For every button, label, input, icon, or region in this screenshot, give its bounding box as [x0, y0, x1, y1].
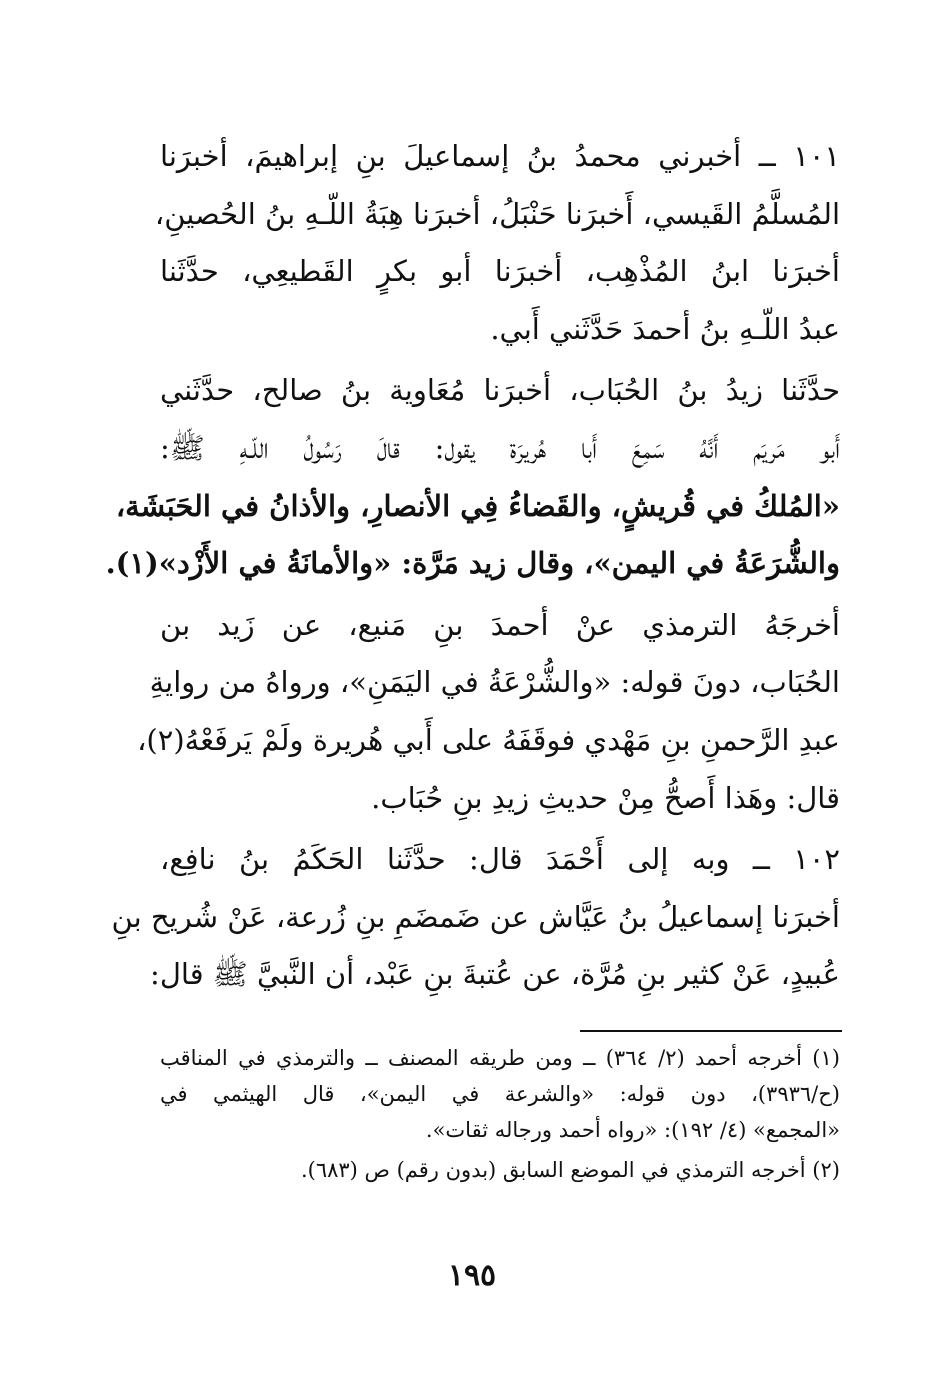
takhrij-line-3: عبدِ الرَّحمنِ بنِ مَهْدي فوقَفَهُ على أَبي هُريرة ولَمْ يَرفَعْهُ(٢)، [137, 722, 840, 757]
hadith-101-line-4: عبدُ اللّـهِ بنُ أحمدَ حَدَّثَني أَبي. [490, 311, 840, 346]
takhrij-line-2: الحُبَاب، دونَ قوله: «والشُّرْعَةُ في اليَمَنِ»، ورواهُ من روايةِ [149, 665, 840, 700]
main-text [105, 128, 840, 1004]
footnote-1-line-1: (١) أخرجه أحمد (٢/ ٣٦٤) ــ ومن طريقه المصنف ــ والترمذي في المناقب [160, 1046, 840, 1070]
takhrij-line-4: قال: وهَذا أَصحُّ مِنْ حديثِ زيدِ بنِ حُبَاب. [371, 780, 840, 815]
hadith-102-line-3: عُبيدٍ، عَنْ كثير بنِ مُرَّة، عن عُتبةَ بنِ عَبْد، أن النَّبيَّ ﷺ قال: [150, 957, 840, 992]
footnote-1-line-3: «المجمع» (٤/ ١٩٢): «رواه أحمد ورجاله ثقات». [425, 1118, 840, 1142]
hadith-101-line-2: المُسلَّمُ القَيسي، أَخبرَنا حَنْبَلُ، أخبرَنا هِبَةُ اللّـهِ بنُ الحُصينِ، [154, 196, 840, 231]
hadith-text-line-2: أَبو مَريَم أَنَّهُ سَمِعَ أَبا هُريرَة يقول: قالَ رَسُولُ اللّـهِ ﷺ: [160, 430, 840, 465]
footnote-divider [580, 1030, 842, 1032]
hadith-101-line-3: أخبرَنا ابنُ المُذْهِب، أخبرَنا أبو بكرٍ القَطيعِي، حدَّثَنا [160, 254, 840, 289]
footnotes [160, 1040, 840, 1188]
footnote-1-line-2: (ح/٣٩٣٦)، دون قوله: «والشرعة في اليمن»، قال الهيثمي في [160, 1082, 840, 1106]
hadith-text-line-4: والشُّرَعَةُ في اليمن»، وقال زيد مَرَّة: «والأمانَةُ في الأَزْد»(١). [105, 546, 840, 581]
takhrij-line-1: أخرجَهُ الترمذي عنْ أحمدَ بنِ مَنيع، عن زَيد بن [160, 607, 840, 642]
hadith-101-line-1: ١٠١ ــ أخبرني محمدُ بنُ إسماعيلَ بنِ إبراهيمَ، أخبرَنا [160, 139, 840, 173]
hadith-102-line-2: أخبرَنا إسماعيلُ بنُ عَيَّاش عن ضَمضَمِ بنِ زُرعة، عَنْ شُريح بنِ [111, 899, 840, 934]
footnote-2: (٢) أخرجه الترمذي في الموضع السابق (بدون رقم) ص (٦٨٣). [300, 1158, 840, 1182]
hadith-text-line-1: حدَّثَنا زيدُ بنُ الحُبَاب، أخبرَنا مُعَاوية بنُ صالح، حدَّثَني [160, 373, 840, 408]
hadith-102-line-1: ١٠٢ ــ وبه إلى أَحْمَدَ قال: حدَّثَنا الحَكَمُ بنُ نافِع، [160, 842, 840, 877]
page-number: ١٩٥ [447, 1258, 497, 1293]
hadith-text-line-3: «المُلكُ في قُريشٍ، والقَضاءُ فِي الأنصارِ، والأذانُ في الحَبَشَة، [115, 488, 840, 523]
